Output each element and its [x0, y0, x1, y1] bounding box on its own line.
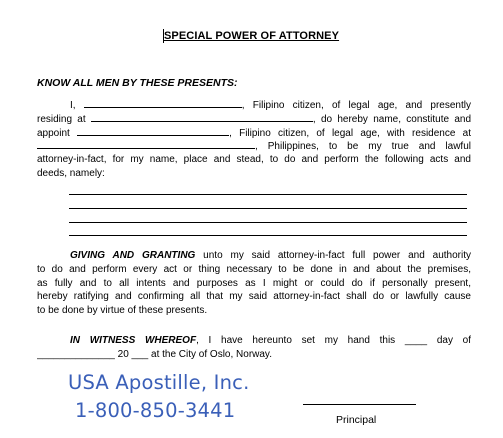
- witness-lead: IN WITNESS WHEREOF: [70, 335, 197, 346]
- line-text: I,: [70, 100, 76, 111]
- acts-blank-line-4: [69, 235, 467, 236]
- attorney-name-blank: [77, 126, 229, 136]
- acts-blank-line-3: [69, 222, 467, 223]
- appointment-line-5: attorney-in-fact, for my name, place and stead, to do and perform the following acts and: [37, 154, 471, 166]
- line-text: , Filipino citizen, of legal age, and presently: [241, 100, 471, 111]
- line-text: unto my said attorney-in-fact full power and authority: [195, 250, 471, 261]
- line-text: , I have hereunto set my hand this ____ day of: [196, 335, 471, 346]
- granting-line-5: to be done by virtue of these presents.: [37, 305, 208, 317]
- attorney-address-blank: [37, 139, 255, 149]
- granting-line-4: hereby ratifying and confirming all that my said attorney-in-fact shall do or lawfully cause: [37, 291, 471, 303]
- appointment-paragraph: [37, 98, 471, 181]
- granting-paragraph: [37, 249, 471, 318]
- document-title: SPECIAL POWER OF ATTORNEY: [164, 30, 340, 42]
- watermark-phone: 1-800-850-3441: [75, 399, 236, 422]
- watermark-company: USA Apostille, Inc.: [68, 371, 250, 394]
- line-text: residing at: [37, 113, 86, 125]
- line-text: , Philippines, to be my true and lawful: [255, 141, 471, 153]
- signature-line: [303, 404, 416, 405]
- line-text: , Filipino citizen, of legal age, with residence at: [229, 127, 471, 139]
- line-text: appoint: [37, 127, 70, 139]
- granting-line-3: as fully and to all intents and purposes as I might or could do if personally present,: [37, 277, 471, 289]
- principal-name-blank: [84, 98, 242, 108]
- granting-line-2: to do and perform every act or thing necessary to be done in and about the premises,: [37, 263, 471, 275]
- appointment-line-2: [37, 112, 471, 126]
- signature-label: Principal: [336, 414, 377, 426]
- appointment-line-3: [37, 126, 471, 140]
- granting-line-1: [37, 249, 471, 263]
- principal-address-blank: [91, 112, 313, 122]
- witness-line-2: ______________ 20 ___ at the City of Oslo, Norway.: [37, 348, 272, 360]
- line-text: , do hereby name, constitute and: [312, 113, 471, 125]
- appointment-line-6: deeds, namely:: [37, 167, 105, 179]
- appointment-line-1: [37, 98, 471, 112]
- appointment-line-4: [37, 139, 471, 153]
- acts-blank-line-2: [69, 208, 467, 209]
- granting-lead: GIVING AND GRANTING: [70, 250, 196, 261]
- witness-line-1: [37, 334, 471, 348]
- opening-heading: KNOW ALL MEN BY THESE PRESENTS:: [37, 77, 238, 89]
- witness-paragraph: [37, 334, 471, 362]
- acts-blank-line-1: [69, 194, 467, 195]
